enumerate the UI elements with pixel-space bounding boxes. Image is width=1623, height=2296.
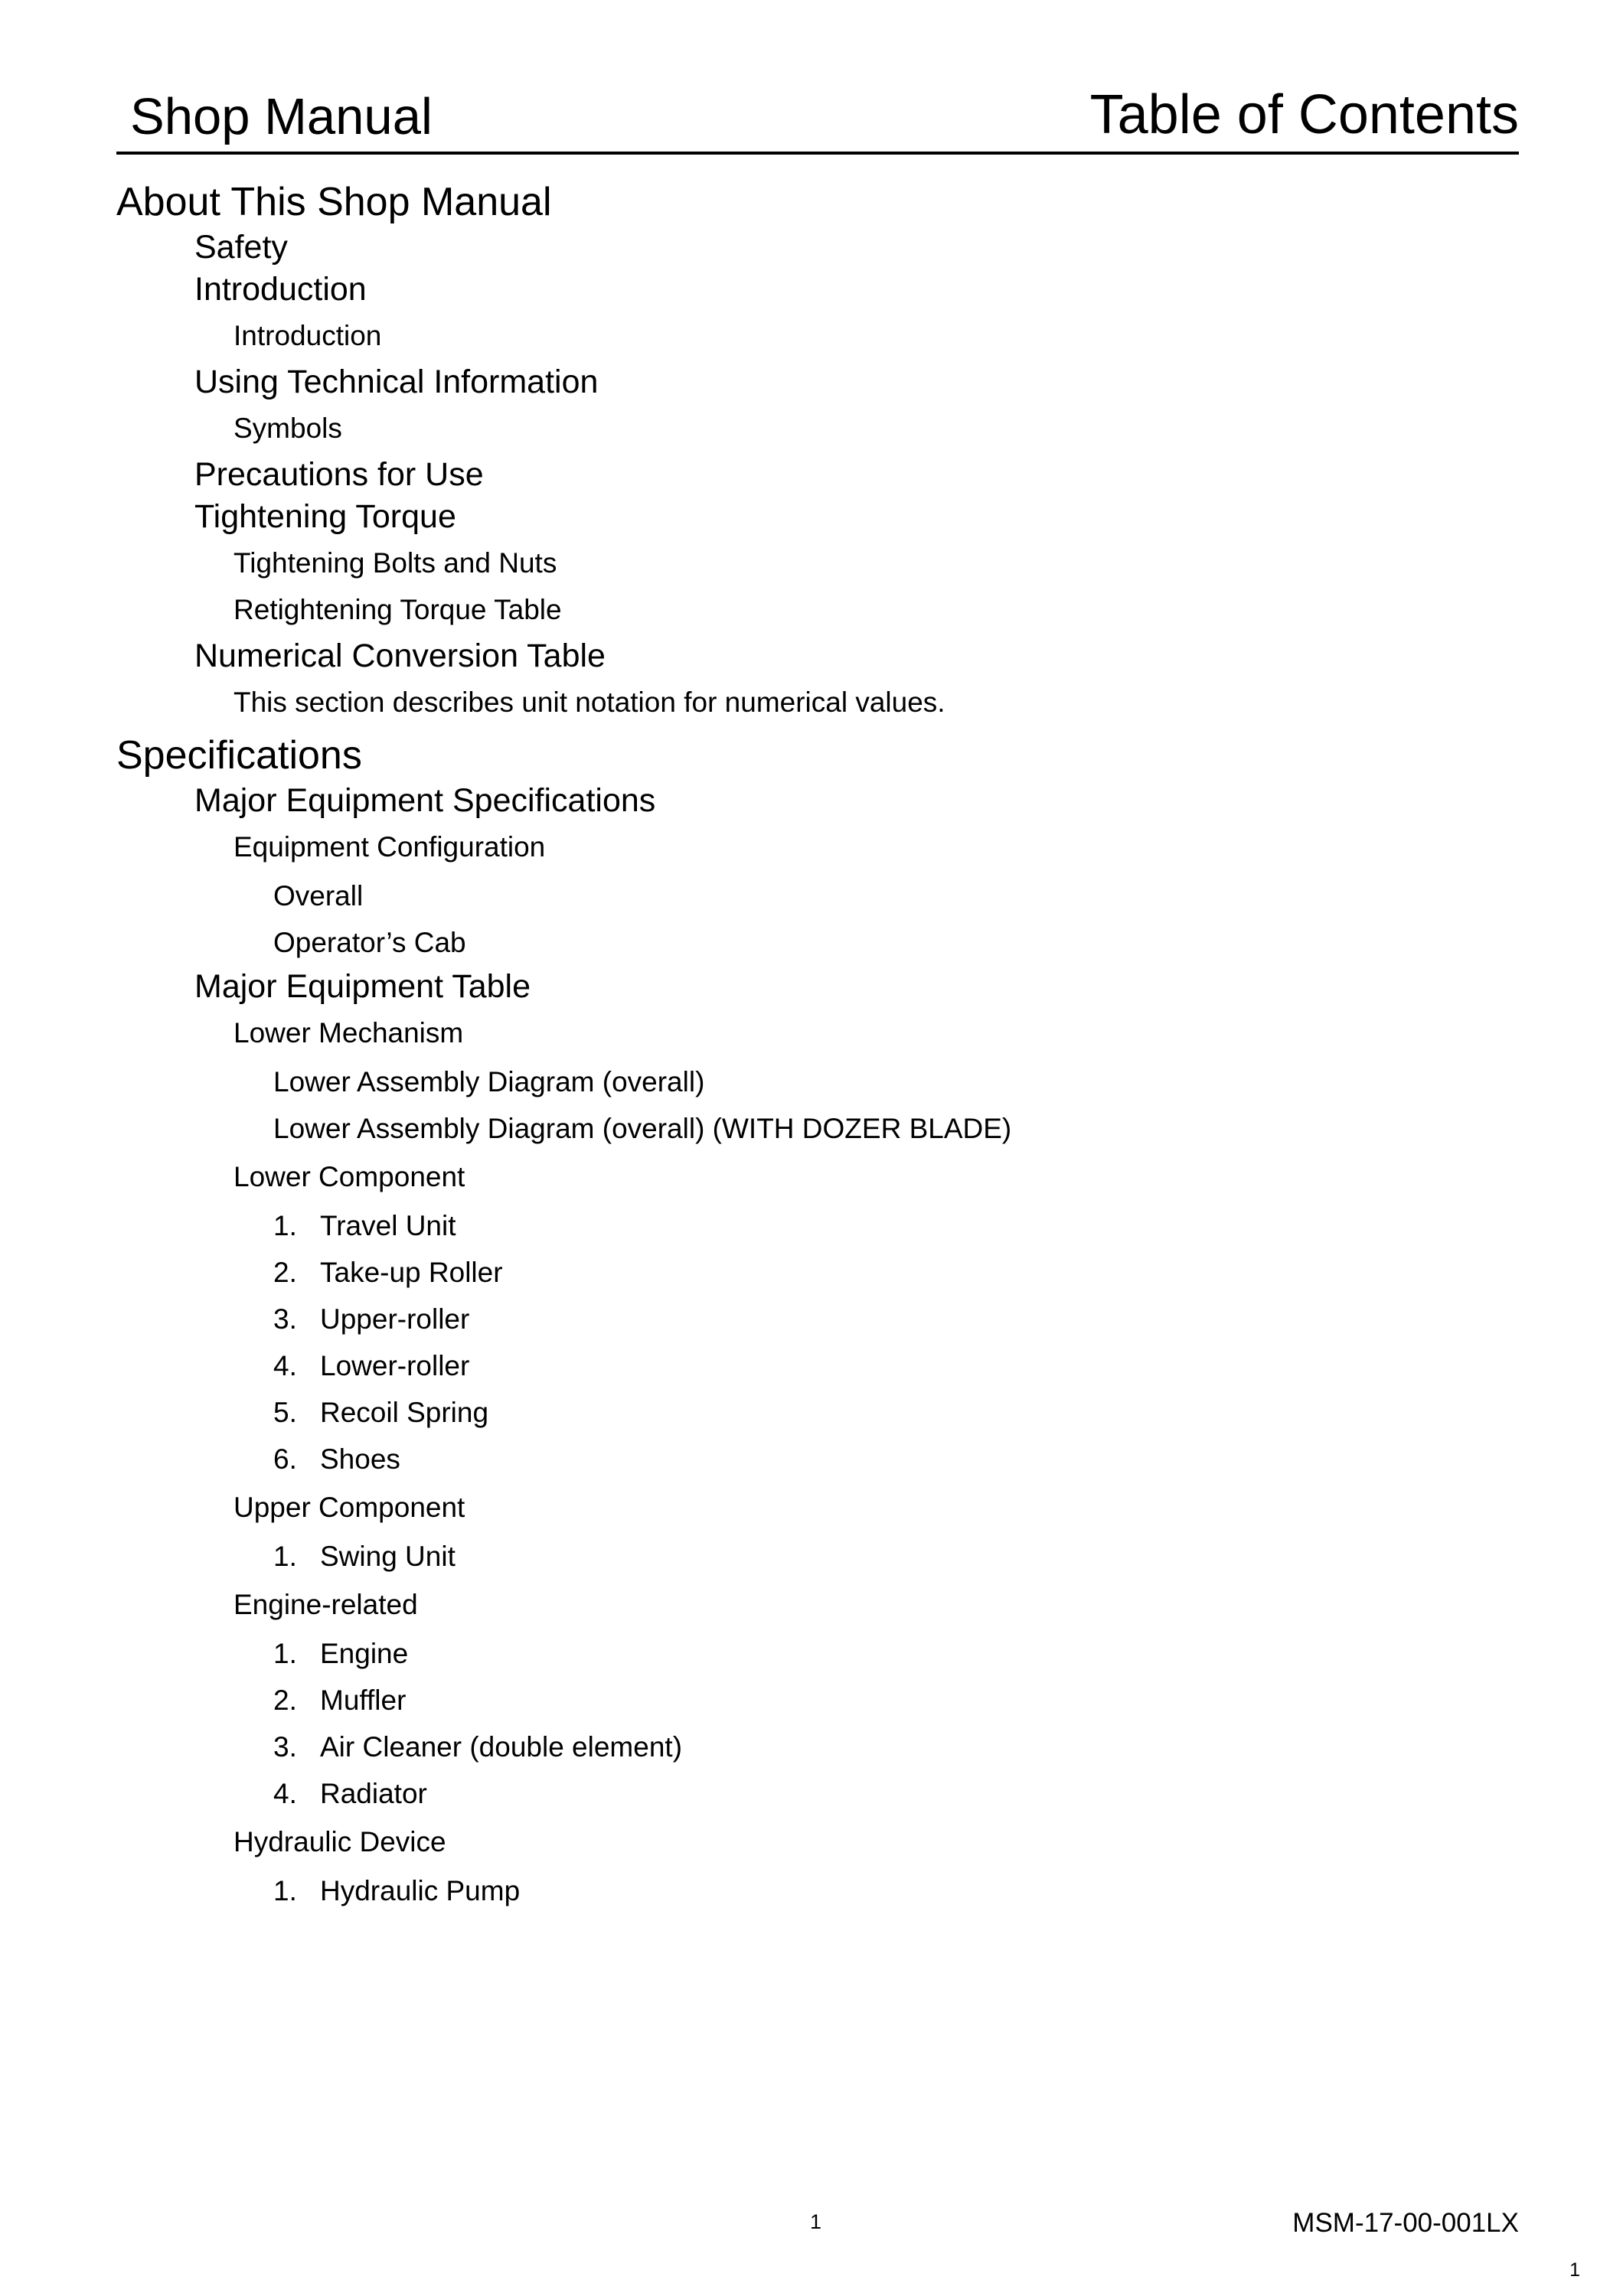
list-number: 5. xyxy=(273,1397,297,1428)
list-label: Upper-roller xyxy=(320,1303,470,1335)
toc-subitem-retightening-table[interactable]: Retightening Torque Table xyxy=(233,594,562,625)
toc-entry-air-cleaner[interactable] xyxy=(273,1724,1517,1770)
toc-entry-lower-diagram[interactable]: Lower Assembly Diagram (overall) xyxy=(273,1066,705,1097)
toc-entry-travel-unit[interactable] xyxy=(273,1202,1517,1249)
list-label: Radiator xyxy=(320,1778,427,1809)
toc-entry-muffler[interactable] xyxy=(273,1677,1517,1724)
toc-entry-shoes[interactable] xyxy=(273,1436,1517,1482)
toc-item-precautions[interactable]: Precautions for Use xyxy=(194,456,484,493)
toc-entry-operators-cab[interactable]: Operator’s Cab xyxy=(273,927,466,958)
toc-entry-engine[interactable] xyxy=(273,1630,1517,1677)
list-number: 4. xyxy=(273,1778,297,1809)
toc-item-using-technical-information[interactable]: Using Technical Information xyxy=(194,364,599,400)
toc-subitem-symbols[interactable]: Symbols xyxy=(233,413,342,444)
list-number: 3. xyxy=(273,1731,297,1763)
list-label: Travel Unit xyxy=(320,1210,456,1241)
toc-item-introduction[interactable]: Introduction xyxy=(194,271,367,308)
toc-entry-radiator[interactable] xyxy=(273,1770,1517,1817)
toc-entry-lower-diagram-dozer[interactable]: Lower Assembly Diagram (overall) (WITH DOZER BLADE) xyxy=(273,1113,1012,1144)
toc-item-tightening-torque[interactable]: Tightening Torque xyxy=(194,498,456,535)
list-number: 1. xyxy=(273,1541,297,1572)
page-title: Table of Contents xyxy=(1089,84,1519,145)
toc-entry-hydraulic-pump[interactable] xyxy=(273,1867,1517,1914)
manual-title: Shop Manual xyxy=(130,88,433,145)
toc-heading-specifications[interactable]: Specifications xyxy=(116,733,362,778)
list-number: 3. xyxy=(273,1303,297,1335)
toc-subitem-introduction[interactable]: Introduction xyxy=(233,320,382,351)
header-divider xyxy=(116,152,1519,155)
toc-section-about xyxy=(116,178,1517,723)
list-number: 4. xyxy=(273,1350,297,1381)
toc-entry-lower-roller[interactable] xyxy=(273,1342,1517,1389)
toc-subitem-upper-component[interactable]: Upper Component xyxy=(233,1492,465,1523)
list-number: 1. xyxy=(273,1210,297,1241)
list-label: Engine xyxy=(320,1638,409,1669)
page-header xyxy=(116,77,1519,155)
toc-item-safety[interactable]: Safety xyxy=(194,229,288,266)
list-label: Lower-roller xyxy=(320,1350,470,1381)
list-label: Take-up Roller xyxy=(320,1257,503,1288)
list-label: Swing Unit xyxy=(320,1541,456,1572)
toc-subitem-equipment-configuration[interactable]: Equipment Configuration xyxy=(233,831,546,863)
list-number: 1. xyxy=(273,1638,297,1669)
toc-subitem-hydraulic-device[interactable]: Hydraulic Device xyxy=(233,1826,446,1857)
list-number: 1. xyxy=(273,1875,297,1906)
toc-entry-upper-roller[interactable] xyxy=(273,1296,1517,1342)
toc-subitem-lower-mechanism[interactable]: Lower Mechanism xyxy=(233,1017,464,1049)
list-label: Recoil Spring xyxy=(320,1397,489,1428)
list-label: Air Cleaner (double element) xyxy=(320,1731,683,1763)
toc-heading-about[interactable]: About This Shop Manual xyxy=(116,180,552,224)
toc-entry-take-up-roller[interactable] xyxy=(273,1249,1517,1296)
list-label: Hydraulic Pump xyxy=(320,1875,521,1906)
toc-item-major-equipment-specs[interactable]: Major Equipment Specifications xyxy=(194,782,656,819)
toc-subitem-lower-component[interactable]: Lower Component xyxy=(233,1161,465,1192)
toc-section-specifications xyxy=(116,731,1517,1914)
table-of-contents xyxy=(116,178,1517,1914)
toc-item-numerical-conversion[interactable]: Numerical Conversion Table xyxy=(194,638,606,674)
toc-entry-overall[interactable]: Overall xyxy=(273,880,364,912)
toc-entry-swing-unit[interactable] xyxy=(273,1533,1517,1580)
list-number: 2. xyxy=(273,1684,297,1716)
list-number: 6. xyxy=(273,1443,297,1475)
list-number: 2. xyxy=(273,1257,297,1288)
document-code: MSM-17-00-001LX xyxy=(1292,2208,1519,2238)
footer-page-number: 1 xyxy=(810,2210,822,2233)
toc-entry-recoil-spring[interactable] xyxy=(273,1389,1517,1436)
toc-item-major-equipment-table[interactable]: Major Equipment Table xyxy=(194,968,531,1005)
toc-subitem-engine-related[interactable]: Engine-related xyxy=(233,1589,418,1620)
toc-subitem-tightening-bolts[interactable]: Tightening Bolts and Nuts xyxy=(233,547,557,579)
corner-page-number: 1 xyxy=(1569,2259,1580,2281)
list-label: Shoes xyxy=(320,1443,400,1475)
toc-subitem-numerical-description[interactable]: This section describes unit notation for numerical values. xyxy=(233,687,945,718)
list-label: Muffler xyxy=(320,1684,407,1716)
